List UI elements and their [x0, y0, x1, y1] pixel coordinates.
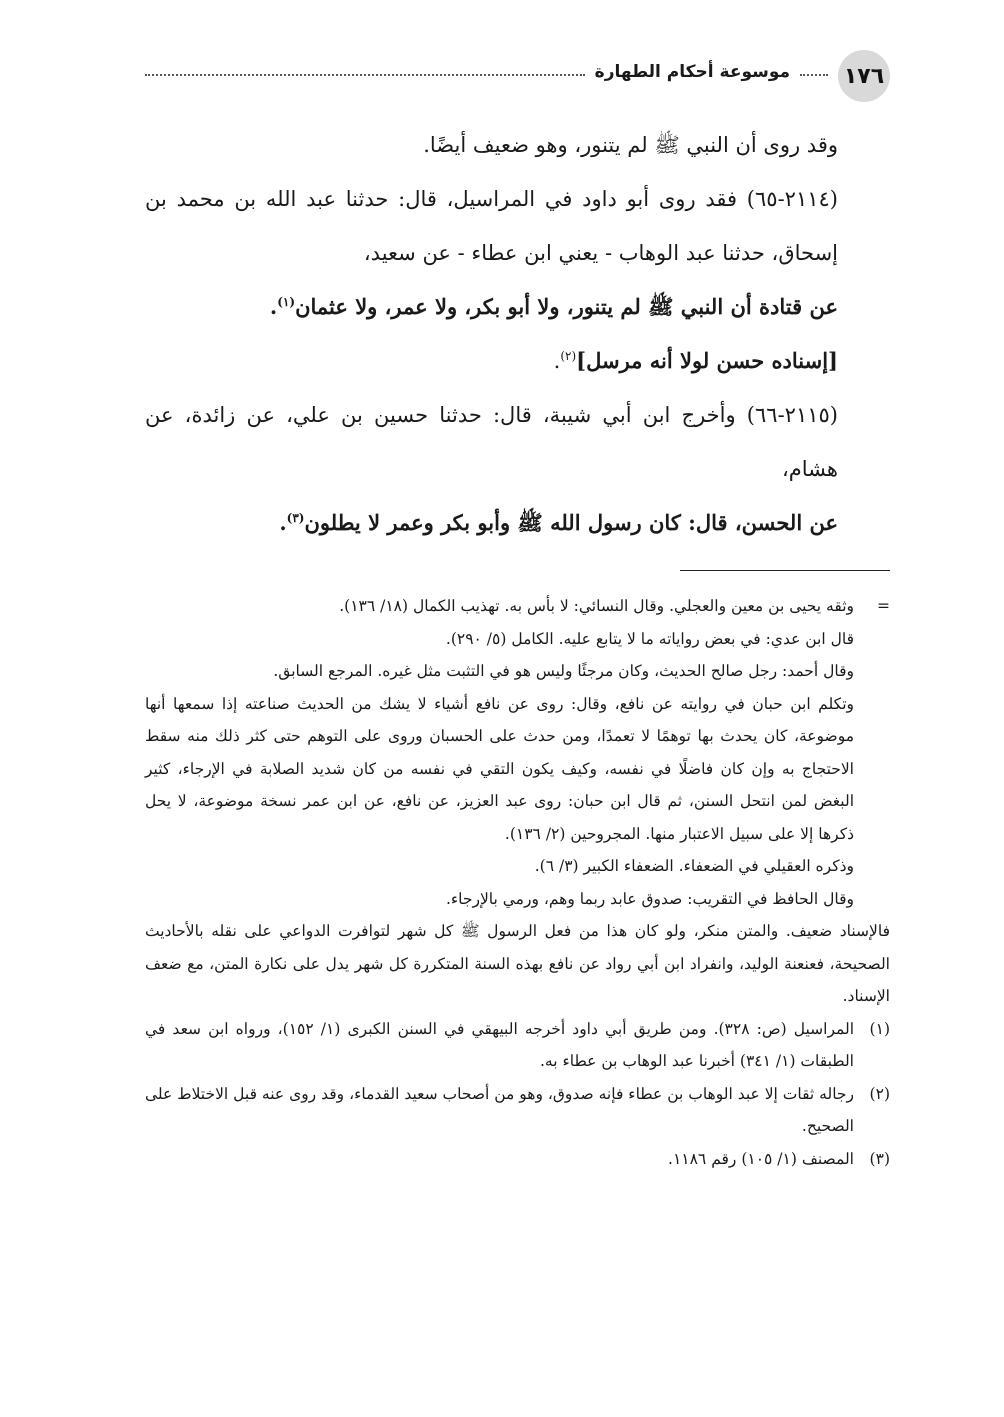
- page-header: [145, 50, 890, 100]
- header-title-line: [145, 62, 828, 82]
- continuation-note: [145, 590, 890, 915]
- continuation-line-1: وثقه يحيى بن معين والعجلي. وقال النسائي: لا بأس به. تهذيب الكمال (١٨/ ١٣٦).: [339, 597, 854, 615]
- footnote-3-marker: (٣): [869, 1149, 890, 1168]
- hadith-2115-end: .: [279, 510, 287, 535]
- hadith-2114-body: عن قتادة أن النبي ﷺ لم يتنور، ولا أبو بكر، ولا عمر، ولا عثمان: [295, 294, 838, 319]
- footnote-separator: [680, 570, 890, 571]
- page-number: ١٧٦: [838, 50, 890, 102]
- hadith-2115-chain: (٢١١٥-٦٦) وأخرج ابن أبي شيبة، قال: حدثنا حسين بن علي، عن زائدة، عن هشام،: [145, 403, 838, 481]
- continuation-line-6: وقال الحافظ في التقريب: صدوق عابد ربما وهم، ورمي بالإرجاء.: [445, 889, 854, 908]
- continuation-line-4: وتكلم ابن حبان في روايته عن نافع، وقال: روى عن نافع أشياء لا يشك من الحديث صناعته إذا سمعها أنها موضوعة، كان يحدث بها توهمًا لا تعمدًا، ومن حدث على الحسبان وروى على التوهم حتى كثر ذلك منه سقط الاحتجاج به وإن كان فاضلًا في نفسه، وكيف يكون التقي في نفسه من كان شديد الصلابة في الإرجاء، كثير البغض لمن انتحل السنن، ثم قال ابن حبان: روى عبد العزيز، عن نافع، عن ابن عمر نسخة موضوعة، لا يحل ذكرها إلا على سبيل الاعتبار منها. المجروحين (٢/ ١٣٦).: [145, 694, 854, 843]
- grading-2114-text: [إسناده حسن لولا أنه مرسل]: [576, 348, 838, 373]
- continuation-line-3: وقال أحمد: رجل صالح الحديث، وكان مرجئًا وليس هو في التثبت مثل غيره. المرجع السابق.: [273, 662, 854, 680]
- footnote-2: [145, 1078, 890, 1143]
- running-title: موسوعة أحكام الطهارة: [594, 62, 790, 82]
- footnote-ref-3[interactable]: (٣): [286, 511, 305, 525]
- continuation-body: [145, 590, 854, 915]
- footnote-3: [145, 1143, 890, 1176]
- continuation-marker: =: [877, 597, 890, 615]
- hadith-2115-text: [145, 496, 890, 550]
- footnote-ref-2[interactable]: (٢): [560, 349, 577, 363]
- hadith-2114-chain: (٢١١٤-٦٥) فقد روى أبو داود في المراسيل، قال: حدثنا عبد الله بن محمد بن إسحاق، حدثنا عبد الوهاب - يعني ابن عطاء - عن سعيد،: [145, 187, 838, 265]
- continuation-line-2: قال ابن عدي: في بعض رواياته ما لا يتابع عليه. الكامل (٥/ ٢٩٠).: [445, 629, 854, 648]
- grading-2114-end: .: [553, 349, 561, 373]
- footnotes: [145, 590, 890, 1175]
- footnote-2-marker: (٢): [869, 1084, 890, 1103]
- footnote-3-text: المصنف (١/ ١٠٥) رقم ١١٨٦.: [668, 1149, 854, 1168]
- footnote-1-marker: (١): [869, 1019, 890, 1038]
- main-text: [145, 118, 890, 550]
- hadith-2114-text: [145, 280, 890, 334]
- header-dots-right: [800, 74, 828, 76]
- footnote-1: [145, 1013, 890, 1078]
- header-dots-left: [145, 74, 585, 76]
- paragraph-1: وقد روى أن النبي ﷺ لم يتنور، وهو ضعيف أيضًا.: [423, 133, 838, 157]
- continuation-line-5: وذكره العقيلي في الضعفاء. الضعفاء الكبير (٣/ ٦).: [534, 857, 854, 875]
- footnote-2-text: رجاله ثقات إلا عبد الوهاب بن عطاء فإنه صدوق، وهو من أصحاب سعيد القدماء، وقد روى عنه قبل الاختلاط على الصحيح.: [145, 1084, 854, 1135]
- hadith-2115-body: عن الحسن، قال: كان رسول الله ﷺ وأبو بكر وعمر لا يطلون: [304, 510, 838, 535]
- hadith-2114-end: .: [269, 294, 278, 319]
- grading-2114: [145, 334, 890, 388]
- footnote-ref-1[interactable]: (١): [277, 295, 296, 309]
- conclusion-note: فالإسناد ضعيف. والمتن منكر، ولو كان هذا من فعل الرسول ﷺ كل شهر لتوافرت الدواعي على نقله بالأحاديث الصحيحة، فعنعنة الوليد، وانفراد ابن أبي رواد عن نافع بهذه السنة المتكررة كل شهر يدل على نكارة المتن، مع ضعف الإسناد.: [145, 922, 890, 1005]
- footnote-1-text: المراسيل (ص: ٣٢٨). ومن طريق أبي داود أخرجه البيهقي في السنن الكبرى (١/ ١٥٢)، ورواه ابن سعد في الطبقات (١/ ٣٤١) أخبرنا عبد الوهاب بن عطاء به.: [145, 1019, 855, 1070]
